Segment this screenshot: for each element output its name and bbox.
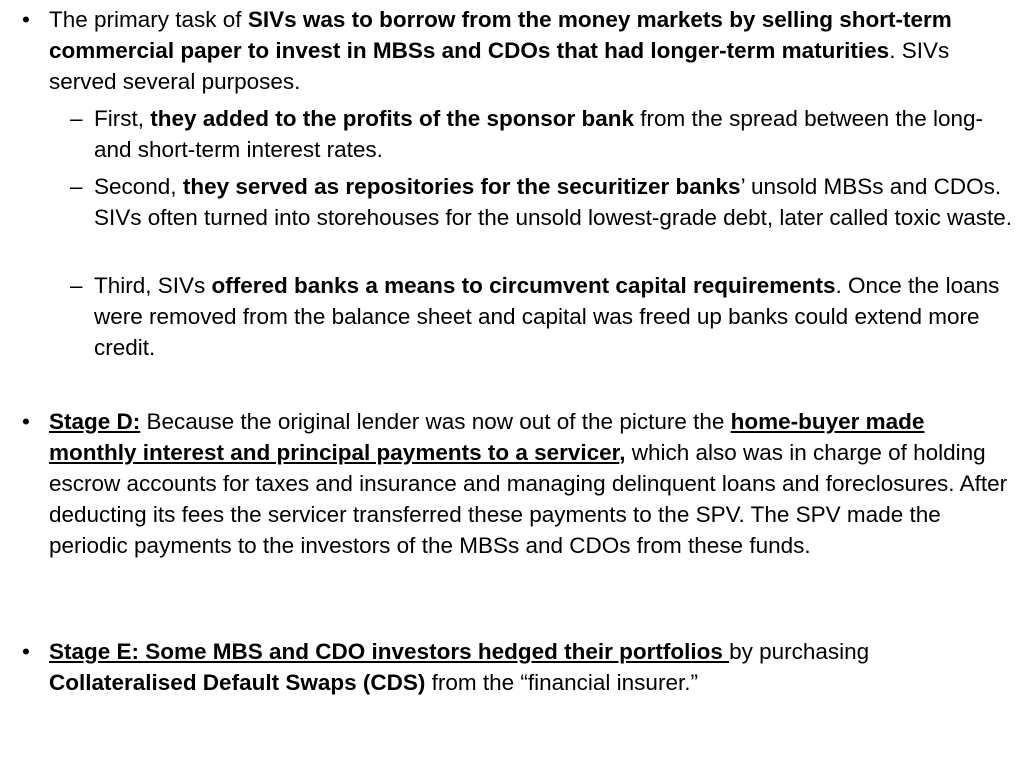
- subbullet-third: [70, 270, 1016, 363]
- text-run: First,: [94, 106, 151, 131]
- text-run: . Once the loans were removed from the balance sheet and capital was freed up banks could extend more credit.: [94, 273, 1000, 360]
- bold-run: ,: [619, 440, 626, 465]
- subbullet-second: [70, 171, 1016, 233]
- text-run: Third, SIVs: [94, 273, 212, 298]
- bold-run: SIVs was to borrow from the money markets by selling short-term commercial paper to invest in MBSs and CDOs that had longer-term maturities: [49, 7, 952, 63]
- text-run: Second,: [94, 174, 183, 199]
- text-run: The primary task of: [49, 7, 248, 32]
- bullet-stage-e: [22, 636, 1014, 698]
- stage-e-label: Stage E: Some MBS and CDO investors hedged their portfolios: [49, 639, 730, 664]
- stage-d-label: Stage D:: [49, 409, 141, 434]
- bullet-text: [49, 406, 1014, 561]
- bold-run: Collateralised Default Swaps (CDS): [49, 670, 426, 695]
- bold-run: they added to the profits of the sponsor bank: [150, 106, 635, 131]
- text-run: from the spread between the long- and short-term interest rates.: [94, 106, 983, 162]
- text-run: from the “financial insurer.”: [425, 670, 698, 695]
- bold-underline-run: home-buyer made monthly interest and principal payments to a servicer: [49, 409, 925, 465]
- bullet-marker: •: [22, 639, 30, 664]
- text-run: Because the original lender was now out of the picture the: [140, 409, 731, 434]
- subbullet-first: [70, 103, 1016, 165]
- dash-marker: –: [70, 174, 83, 199]
- text-run: ’ unsold MBSs and CDOs. SIVs often turned into storehouses for the unsold lowest-grade debt, later called toxic waste.: [94, 174, 1013, 230]
- bullet-text: [49, 4, 1014, 97]
- bullet-siv-task: [22, 4, 1014, 97]
- bullet-marker: •: [22, 7, 30, 32]
- bullet-text: [49, 636, 1014, 698]
- subbullet-text: [94, 171, 1016, 233]
- text-run: . SIVs served several purposes.: [49, 38, 950, 94]
- text-run: which also was in charge of holding escrow accounts for taxes and insurance and managing delinquent loans and foreclosures. After deducting its fees the servicer transferred these payments to the SPV. The SPV made the periodic payments to the investors of the MBSs and CDOs from these funds.: [49, 440, 1008, 558]
- dash-marker: –: [70, 106, 83, 131]
- text-run: by purchasing: [729, 639, 870, 664]
- bullet-stage-d: [22, 406, 1014, 561]
- bold-run: they served as repositories for the securitizer banks: [182, 174, 741, 199]
- subbullet-text: [94, 103, 1016, 165]
- subbullet-text: [94, 270, 1016, 363]
- bullet-marker: •: [22, 409, 30, 434]
- dash-marker: –: [70, 273, 83, 298]
- bold-run: offered banks a means to circumvent capital requirements: [211, 273, 836, 298]
